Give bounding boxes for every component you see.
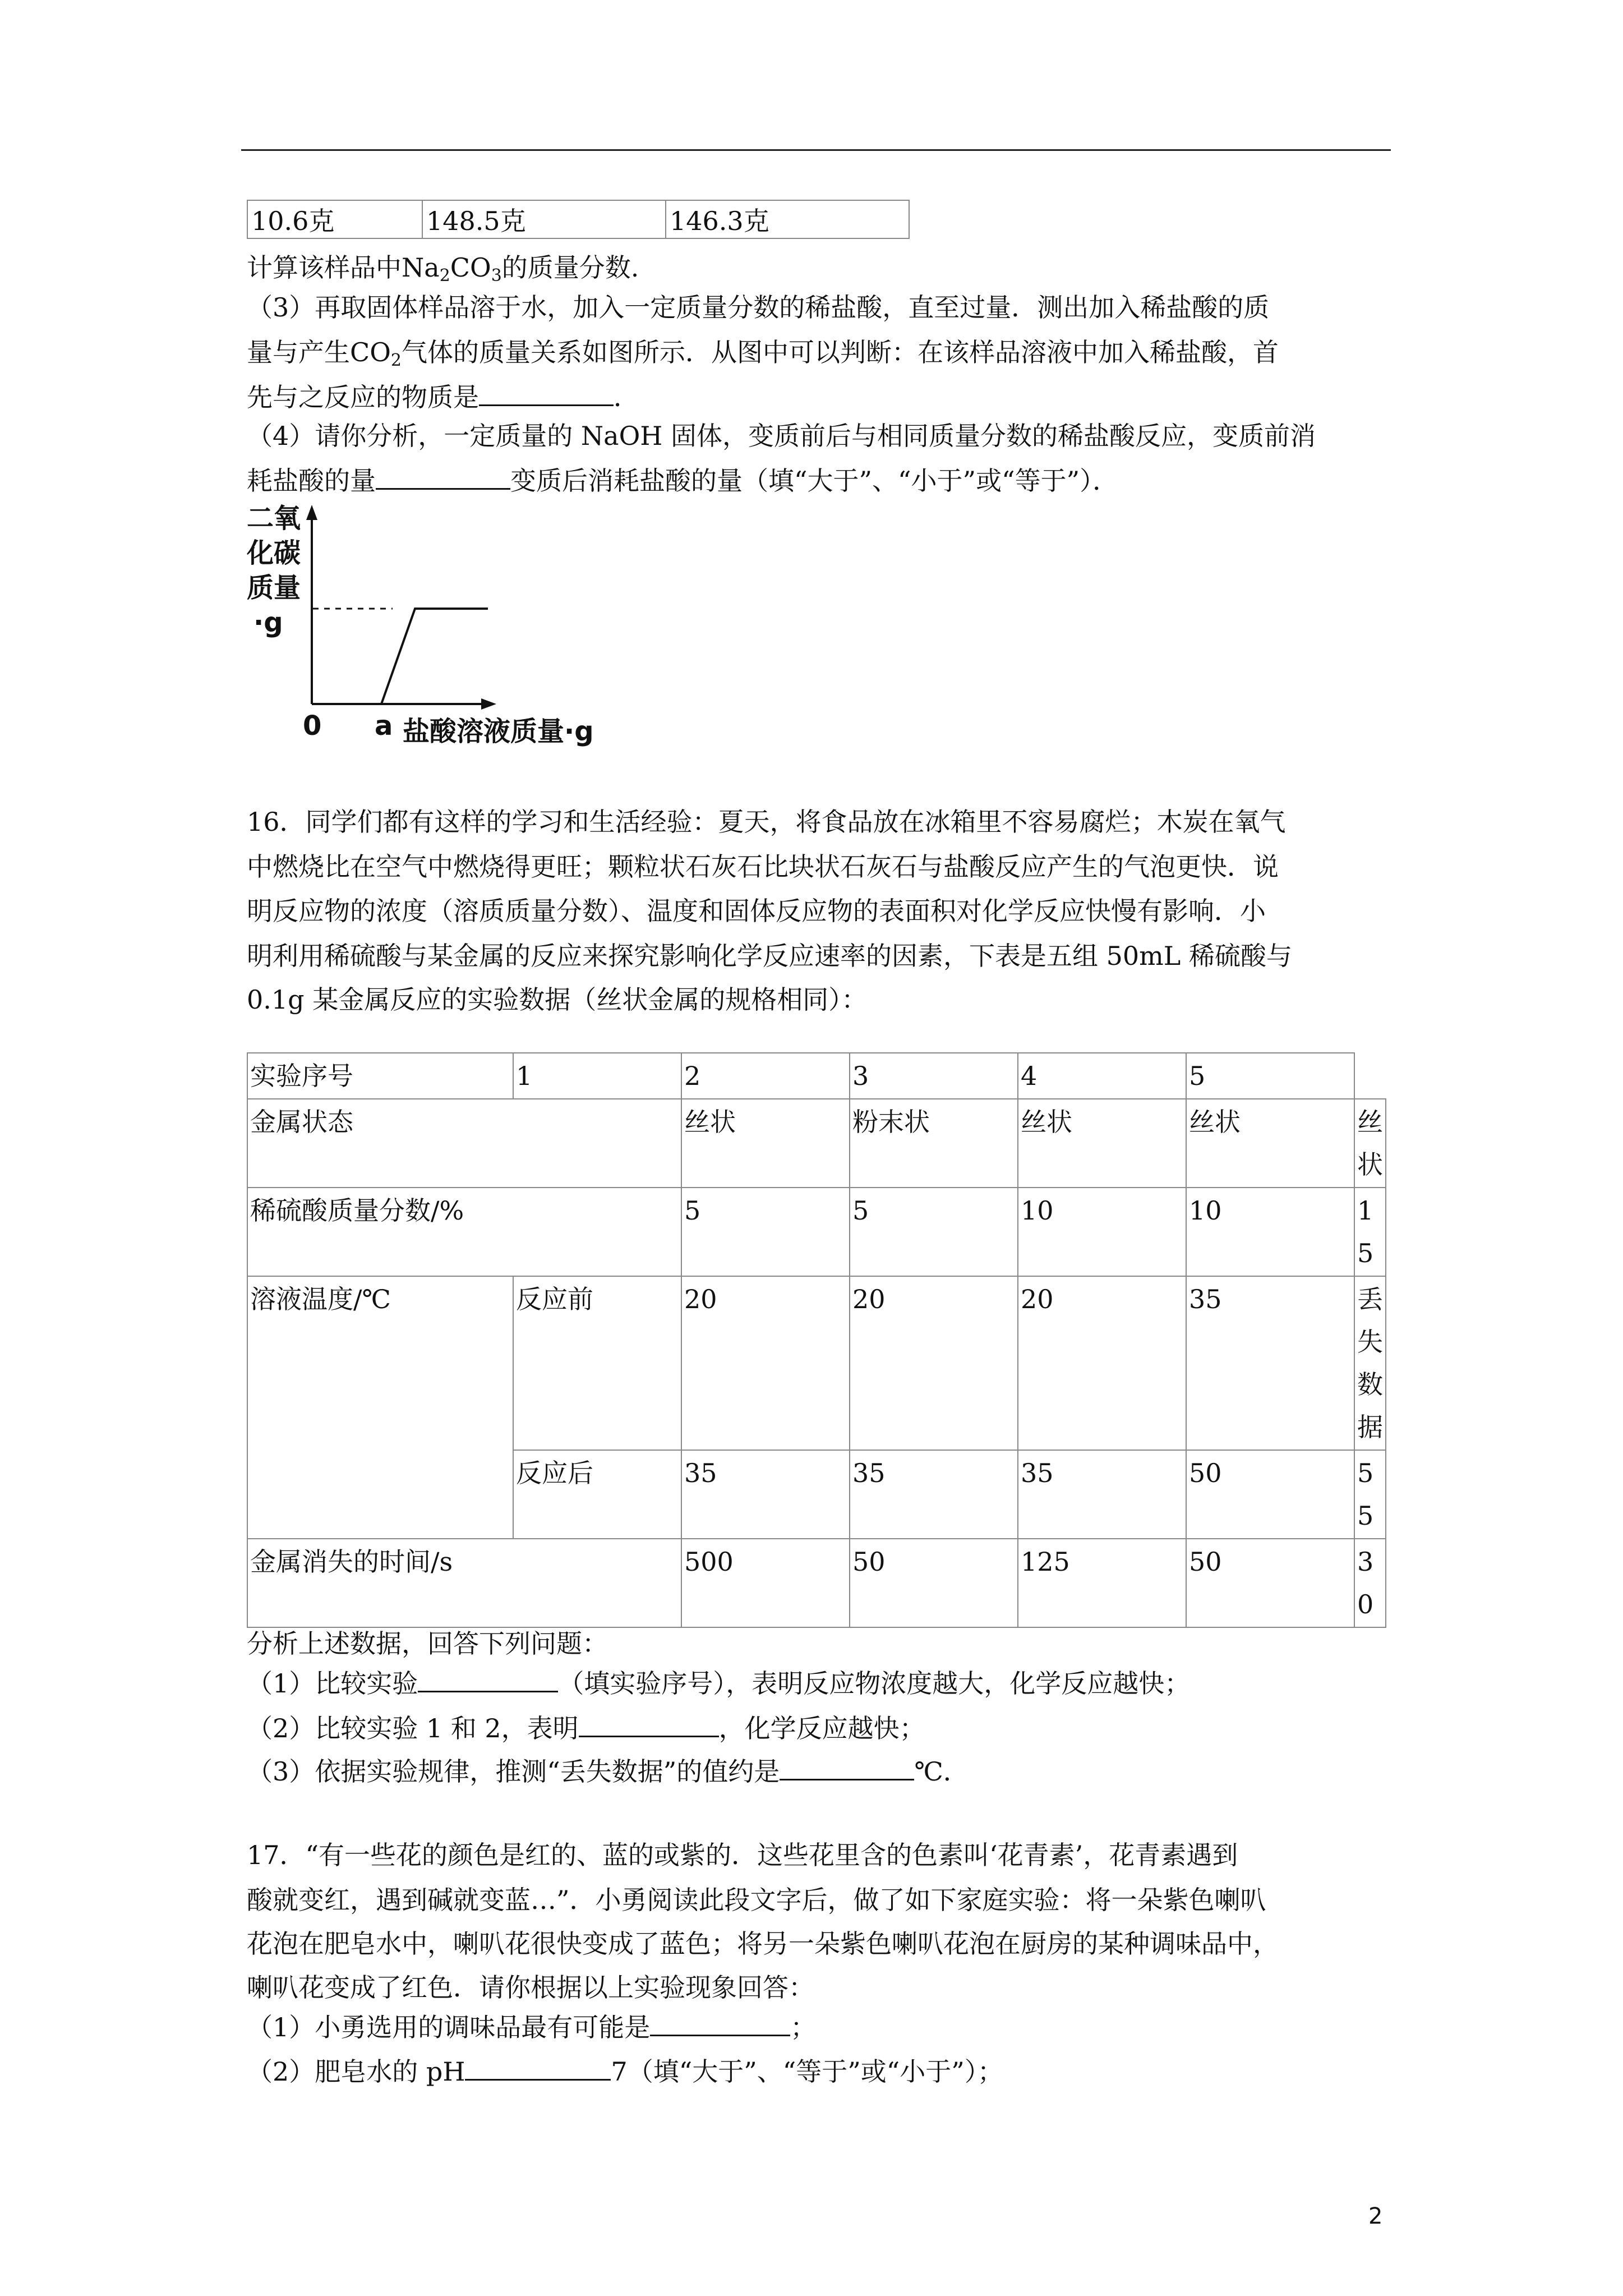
mass-data-table <box>247 200 910 239</box>
table-cell: 55 <box>1354 1450 1386 1539</box>
table-cell: 50 <box>1186 1450 1354 1539</box>
table-cell: 反应前 <box>513 1276 681 1450</box>
table-cell: 35 <box>1018 1450 1186 1539</box>
answer-blank[interactable] <box>650 2010 790 2036</box>
q16-line: 0.1g 某金属反应的实验数据（丝状金属的规格相同）： <box>247 984 868 1015</box>
table-cell: 20 <box>1018 1276 1186 1450</box>
table-cell: 丢失数据 <box>1354 1276 1386 1450</box>
q17-line: 酸就变红，遇到碱就变蓝…”．小勇阅读此段文字后，做了如下家庭实验：将一朵紫色喇叭 <box>247 1885 1266 1915</box>
table-cell: 稀硫酸质量分数/% <box>247 1188 681 1276</box>
table-cell: 30 <box>1354 1539 1386 1627</box>
table-cell: 4 <box>1018 1053 1186 1099</box>
q16-sub3: （3）依据实验规律，推测“丢失数据”的值约是 ℃． <box>247 1754 969 1788</box>
table-cell: 500 <box>681 1539 850 1627</box>
q16-sub1: （1）比较实验 （填实验序号），表明反应物浓度越大，化学反应越快； <box>247 1666 1190 1700</box>
graph-ylabel: 二氧 <box>247 503 301 534</box>
table-cell: 146.3克 <box>666 200 909 238</box>
calc-line: 计算该样品中$Na_2CO_3$的质量分数. <box>247 252 639 286</box>
header-rule <box>241 149 1391 151</box>
q16-line: 中燃烧比在空气中燃烧得更旺；颗粒状石灰石比块状石灰石与盐酸反应产生的气泡更快．说 <box>247 852 1279 882</box>
co2-curve <box>381 609 488 704</box>
table-cell: 50 <box>850 1539 1018 1627</box>
table-cell: 35 <box>681 1450 850 1539</box>
graph-ylabel: 质量 <box>247 572 301 604</box>
graph-ylabel: 化碳 <box>247 537 301 569</box>
table-cell: 148.5克 <box>422 200 666 238</box>
table-cell: 10 <box>1186 1188 1354 1276</box>
answer-blank[interactable] <box>418 1666 558 1692</box>
table-cell: 2 <box>681 1053 850 1099</box>
table-cell: 丝状 <box>681 1099 850 1188</box>
answer-blank[interactable] <box>780 1754 914 1780</box>
q17-sub2: （2）肥皂水的 pH 7（填“大于”、“等于”或“小于”）； <box>247 2054 1003 2088</box>
graph-ylabel: ·g <box>253 607 283 638</box>
table-cell: 10.6克 <box>247 200 422 238</box>
table-cell: 35 <box>850 1450 1018 1539</box>
graph-xlabel: 盐酸溶液质量·g <box>403 716 594 747</box>
table-row <box>247 1053 1386 1099</box>
q15-p4-line2: 耗盐酸的量 变质后消耗盐酸的量（填“大于”、“小于”或“等于”）． <box>247 463 1118 498</box>
x-axis-arrow <box>481 698 496 710</box>
table-cell: 15 <box>1354 1188 1386 1276</box>
table-cell <box>1354 1053 1386 1099</box>
table-cell: 溶液温度/℃ <box>247 1276 513 1539</box>
table-cell: 丝状 <box>1018 1099 1186 1188</box>
q16-analysis: 分析上述数据，回答下列问题： <box>247 1628 608 1659</box>
table-cell: 20 <box>850 1276 1018 1450</box>
q15-p3-line3: 先与之反应的物质是 ． <box>247 380 639 414</box>
table-cell: 125 <box>1018 1539 1186 1627</box>
q15-p4-line1: （4）请你分析，一定质量的 NaOH 固体，变质前后与相同质量分数的稀盐酸反应，变质前消 <box>247 421 1316 451</box>
q16-line: 16．同学们都有这样的学习和生活经验：夏天，将食品放在冰箱里不容易腐烂；木炭在氧气 <box>247 807 1286 837</box>
table-cell: 3 <box>850 1053 1018 1099</box>
table-cell: 丝状 <box>1354 1099 1386 1188</box>
table-cell: 粉末状 <box>850 1099 1018 1188</box>
q15-p3-line2: 量与产生$CO_2$气体的质量关系如图所示．从图中可以判断：在该样品溶液中加入稀盐酸，首 <box>247 337 1279 370</box>
answer-blank[interactable] <box>465 2054 611 2081</box>
answer-blank[interactable] <box>579 1711 719 1737</box>
q16-sub2: （2）比较实验 1 和 2，表明 ，化学反应越快； <box>247 1711 925 1745</box>
table-cell: 10 <box>1018 1188 1186 1276</box>
table-cell: 金属消失的时间/s <box>247 1539 681 1627</box>
table-row <box>247 1539 1386 1627</box>
table-cell: 50 <box>1186 1539 1354 1627</box>
q17-line: 17．“有一些花的颜色是红的、蓝的或紫的．这些花里含的色素叫‘花青素’，花青素遇到 <box>247 1840 1238 1870</box>
q16-line: 明利用稀硫酸与某金属的反应来探究影响化学反应速率的因素，下表是五组 50mL 稀硫酸与 <box>247 941 1292 971</box>
table-cell: 丝状 <box>1186 1099 1354 1188</box>
co2-mass-graph <box>247 502 628 752</box>
table-row <box>247 1188 1386 1276</box>
graph-a-label: a <box>375 710 393 742</box>
table-cell: 20 <box>681 1276 850 1450</box>
table-cell: 反应后 <box>513 1450 681 1539</box>
y-axis-arrow <box>306 505 317 520</box>
experiment-data-table <box>247 1052 1386 1628</box>
page-number: 2 <box>1368 2203 1383 2229</box>
table-cell: 5 <box>681 1188 850 1276</box>
answer-blank[interactable] <box>376 463 510 490</box>
q17-line: 喇叭花变成了红色．请你根据以上实验现象回答： <box>247 1972 814 2003</box>
graph-origin-label: 0 <box>303 710 322 742</box>
table-cell: 5 <box>850 1188 1018 1276</box>
q17-sub1: （1）小勇选用的调味品最有可能是 ； <box>247 2010 816 2044</box>
answer-blank[interactable] <box>479 380 614 406</box>
q16-line: 明反应物的浓度（溶质质量分数）、温度和固体反应物的表面积对化学反应快慢有影响．小 <box>247 896 1266 926</box>
table-cell: 实验序号 <box>247 1053 513 1099</box>
table-row <box>247 200 909 238</box>
table-row <box>247 1099 1386 1188</box>
table-row <box>247 1276 1386 1450</box>
q15-p3-line1: （3）再取固体样品溶于水，加入一定质量分数的稀盐酸，直至过量．测出加入稀盐酸的质 <box>247 292 1270 323</box>
table-cell: 35 <box>1186 1276 1354 1450</box>
table-cell: 1 <box>513 1053 681 1099</box>
table-cell: 5 <box>1186 1053 1354 1099</box>
q17-line: 花泡在肥皂水中，喇叭花很快变成了蓝色；将另一朵紫色喇叭花泡在厨房的某种调味品中， <box>247 1929 1279 1959</box>
table-cell: 金属状态 <box>247 1099 681 1188</box>
